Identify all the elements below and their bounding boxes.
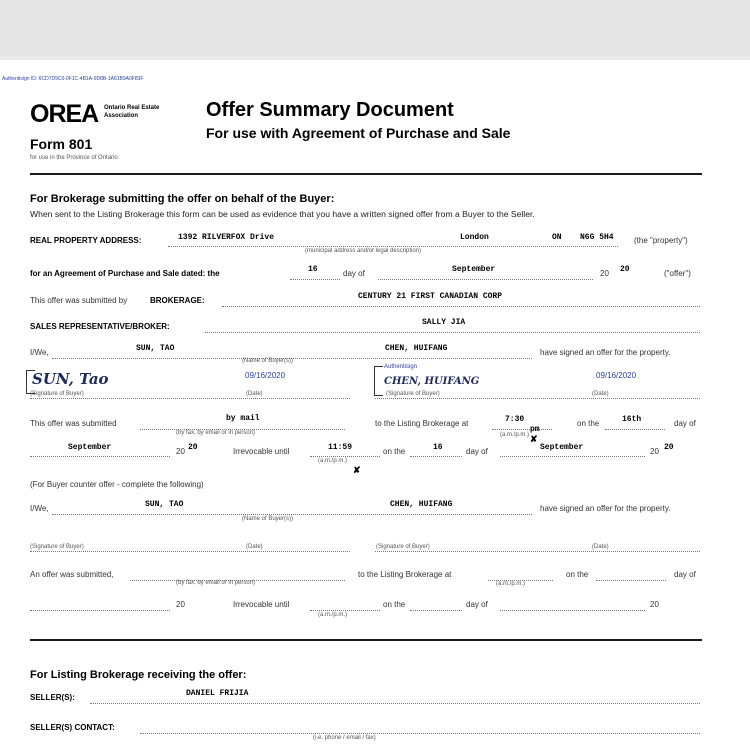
address-label: REAL PROPERTY ADDRESS: [30,236,142,245]
counter-iwe: I/We, [30,504,49,513]
agreement-year: 20 [620,265,630,274]
date-caption-1: (Date) [246,391,263,397]
counter-time-caption: (a.m./p.m.) [496,581,526,587]
counter-method-caption: (by fax, by email or in person) [176,580,256,586]
counter-submitted-label: An offer was submitted, [30,570,114,579]
date-caption-2: (Date) [592,391,609,397]
signed-offer-text: have signed an offer for the property. [540,348,671,357]
buyer-signature-date-1: 09/16/2020 [245,371,286,380]
irrevocable-label: Irrevocable until [233,447,290,456]
property-address: 1392 RILVERFOX Drive [178,233,275,242]
listing-brokerage-at: to the Listing Brokerage at [375,419,469,428]
counter-signature-caption-2: (Signature of Buyer) [376,544,430,550]
document-subtitle: For use with Agreement of Purchase and Sale [206,125,511,141]
listing-rule [30,639,702,641]
brokerage-name: CENTURY 21 FIRST CANADIAN CORP [358,292,503,301]
submission-time: 7:30 [505,415,525,424]
on-the-label: on the [577,419,600,428]
counter-listing-at: to the Listing Brokerage at [358,570,452,579]
agreement-label: for an Agreement of Purchase and Sale dated: the [30,269,220,278]
form-number: Form 801 [30,136,93,152]
agreement-year-prefix: 20 [600,269,609,278]
irrevocable-time-caption: (a.m./p.m.) [318,458,348,464]
time-caption: (a.m./p.m.) [500,432,530,438]
agreement-month: September [452,265,496,274]
form-province: for use in the Province of Ontario [30,155,118,161]
buyer-section-heading: For Brokerage submitting the offer on behalf of the Buyer: [30,193,335,205]
association-line1: Ontario Real Estate [104,105,160,111]
counter-day-of: day of [674,570,696,579]
submitted-label: This offer was submitted [30,419,117,428]
submission-year: 20 [188,443,198,452]
submitted-by-label: This offer was submitted by [30,296,128,305]
submission-ampm: pm [530,425,540,434]
property-city: London [460,233,489,242]
address-caption: (municipal address and/or legal description) [305,248,422,254]
header-rule [30,173,702,175]
submission-year-prefix: 20 [176,447,185,456]
counter-date-caption-2: (Date) [592,544,609,550]
association-line2: Association [104,113,139,119]
counter-date-caption-1: (Date) [246,544,263,550]
counter-on-the-2: on the [383,600,406,609]
seller-contact-caption: (i.e. phone / email / fax) [313,735,376,741]
document-title: Offer Summary Document [206,99,454,121]
buyer-signature-1: SUN, Tao [32,370,109,388]
seller-label: SELLER(S): [30,693,75,702]
agreement-day-of: day of [343,269,365,278]
irrevocable-year: 20 [664,443,674,452]
sales-rep-name: SALLY JIA [422,318,466,327]
iwe-label: I/We, [30,348,49,357]
counter-year-prefix-2: 20 [650,600,659,609]
counter-buyer-2: CHEN, HUIFANG [390,500,453,509]
counter-on-the: on the [566,570,589,579]
counter-name-caption: (Name of Buyer(s)) [242,516,294,522]
orea-logo: OREA [30,100,99,128]
buyer-section-intro: When sent to the Listing Brokerage this form can be used as evidence that you have a written signed offer from a Buyer to the Seller. [30,209,535,219]
buyer-name-2: CHEN, HUIFANG [385,344,448,353]
viewer-toolbar [0,0,750,56]
counter-year-prefix: 20 [176,600,185,609]
submission-method: by mail [226,414,260,423]
envelope-id: Authentisign ID: 6CD7D9C0-0F1C-4B1A-9D8B-1A61B9A0F83F [2,76,144,82]
buyer-name-1: SUN, TAO [136,344,175,353]
counter-irr-caption: (a.m./p.m.) [318,612,348,618]
x-mark-2: ✘ [353,465,361,475]
signature-caption-2: (Signature of Buyer) [386,391,440,397]
counter-signature-caption-1: (Signature of Buyer) [30,544,84,550]
offer-tag: ("offer") [664,269,691,278]
signature-caption-1: (Signature of Buyer) [30,391,84,397]
counter-buyer-1: SUN, TAO [145,500,184,509]
irrevocable-day: 16 [433,443,443,452]
authentisign-tag: Authentisign [384,364,418,370]
document-page [0,60,750,751]
property-tag: (the "property") [634,236,688,245]
irrevocable-year-prefix: 20 [650,447,659,456]
irrevocable-month: September [540,443,584,452]
property-postal: N6G 5H4 [580,233,614,242]
brokerage-label: BROKERAGE: [150,296,205,305]
buyer-signature-2: CHEN, HUIFANG [384,376,480,387]
property-province: ON [552,233,562,242]
agreement-day: 16 [308,265,318,274]
irrevocable-day-of: day of [466,447,488,456]
listing-heading: For Listing Brokerage receiving the offer: [30,669,247,681]
counter-irrevocable: Irrevocable until [233,600,290,609]
irrevocable-time: 11:59 [328,443,353,452]
irrevocable-on-the: on the [383,447,406,456]
signature-bracket-2 [374,366,383,396]
name-caption: (Name of Buyer(s)) [242,358,294,364]
method-caption: (by fax, by email or in person) [176,430,256,436]
x-mark-1: ✘ [530,434,538,444]
submission-day: 16th [622,415,642,424]
counter-signed-text: have signed an offer for the property. [540,504,671,513]
sales-rep-label: SALES REPRESENTATIVE/BROKER: [30,322,170,331]
day-of-label: day of [674,419,696,428]
counter-day-of-2: day of [466,600,488,609]
seller-name: DANIEL FRIJIA [186,689,249,698]
buyer-signature-date-2: 09/16/2020 [596,371,637,380]
counter-heading: (For Buyer counter offer - complete the following) [30,480,204,489]
submission-month: September [68,443,112,452]
seller-contact-label: SELLER(S) CONTACT: [30,723,115,732]
